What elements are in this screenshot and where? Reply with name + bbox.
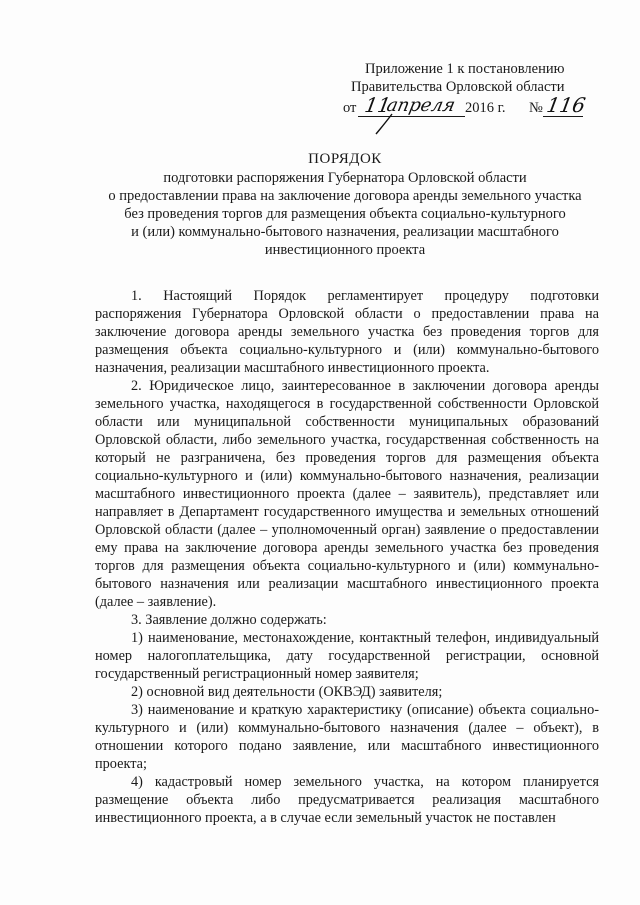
paragraph-2: 2. Юридическое лицо, заинтересованное в заключении договора аренды земельного участка, находящегося в государственной собственности Орловской области или муниципальной собственности муниципальных образований Орловской области, либо земельного участка, государственная собственность на который не разграничена, без проведения торгов для размещения объекта социально-культурного и (или) коммунально-бытового назначения, реализации масштабного инвестиционного проекта (далее – заявитель), представляет или направляет в Департамент государственного имущества и земельных отношений Орловской области (далее – уполномоченный орган) заявление о предоставлении ему права на заключение договора аренды земельного участка без проведения торгов для размещения объекта социально-культурного и (или) коммунально-бытового назначения или реализации масштабного инвестиционного проекта (далее – заявление).	[95, 378, 599, 610]
pen-stroke-mark	[372, 112, 396, 136]
subtitle-line-1: подготовки распоряжения Губернатора Орловской области	[163, 170, 527, 186]
document-title-block	[95, 150, 595, 259]
appendix-line-1: Приложение 1 к постановлению	[365, 61, 565, 77]
paragraph-1: 1. Настоящий Порядок регламентирует процедуру подготовки распоряжения Губернатора Орловской области о предоставлении права на заключение договора аренды земельного участка без проведения торгов для размещения объекта социально-культурного и (или) коммунально-бытового назначения, реализации масштабного инвестиционного проекта.	[95, 288, 599, 376]
paragraph-3: 3. Заявление должно содержать:	[131, 612, 327, 628]
date-prefix: от	[343, 100, 357, 116]
subtitle-line-3: без проведения торгов для размещения объекта социально-культурного	[124, 206, 566, 222]
handwritten-month: апреля	[384, 95, 458, 116]
appendix-line-2: Правительства Орловской области	[351, 79, 565, 95]
appendix-header	[343, 60, 593, 96]
number-label: №	[529, 100, 543, 116]
handwritten-number: 116	[544, 93, 588, 117]
subtitle-line-2: о предоставлении права на заключение договора аренды земельного участка	[108, 188, 582, 204]
subtitle-line-4: и (или) коммунально-бытового назначения, реализации масштабного	[131, 224, 559, 240]
paragraph-3-item-3: 3) наименование и краткую характеристику (описание) объекта социально-культурного и (или) коммунально-бытового назначения (далее – объект), в отношении которого подано заявление, или масштабного инвестиционного проекта;	[95, 702, 599, 772]
document-body	[95, 287, 599, 827]
handwritten-day: 11	[362, 93, 393, 117]
paragraph-3-item-4: 4) кадастровый номер земельного участка, на котором планируется размещение объекта либо предусматривается реализация масштабного инвестиционного проекта, а в случае если земельный участок не поставлен	[95, 774, 599, 826]
paragraph-3-item-2: 2) основной вид деятельности (ОКВЭД) заявителя;	[131, 684, 443, 700]
paragraph-3-item-1: 1) наименование, местонахождение, контактный телефон, индивидуальный номер налогоплательщика, дату государственной регистрации, основной государственный регистрационный номер заявителя;	[95, 630, 599, 682]
subtitle-line-5: инвестиционного проекта	[264, 242, 426, 258]
document-heading: ПОРЯДОК	[308, 151, 382, 167]
date-year: 2016 г.	[465, 100, 506, 116]
